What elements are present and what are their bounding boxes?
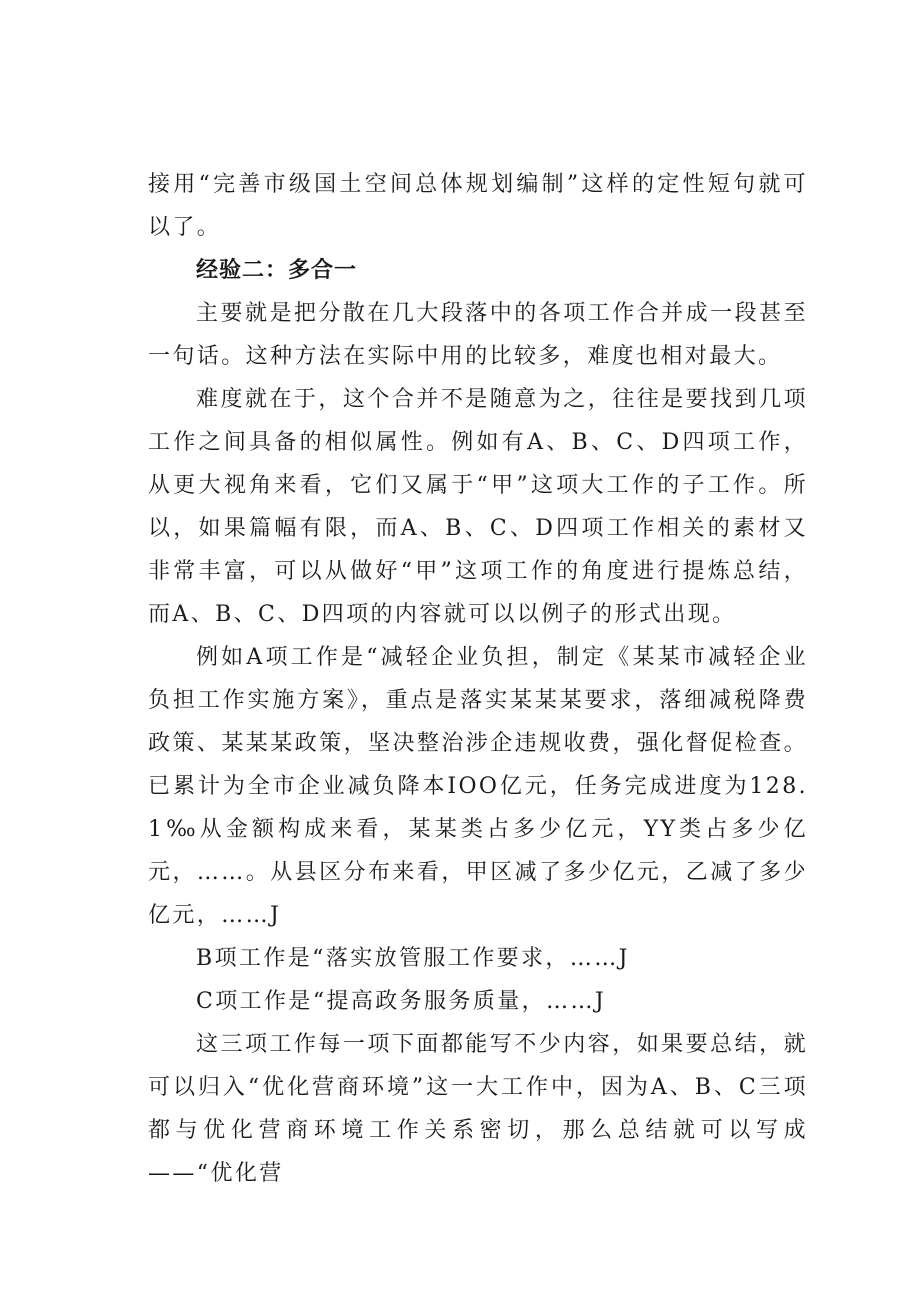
paragraph-conclusion: 这三项工作每一项下面都能写不少内容，如果要总结，就可以归入“优化营商环境”这一大工作中，因为A、B、C三项都与优化营商环境工作关系密切，那么总结就可以写成——“优化营 [148,1032,808,1186]
document-body [148,163,808,1195]
paragraph-example-c: C项工作是“提高政务服务质量，……J [196,989,607,1014]
paragraph-example-a: 例如A项工作是“减轻企业负担，制定《某某市减轻企业负担工作实施方案》，重点是落实某某某要求，落细减税降费政策、某某某政策，坚决整治涉企违规收费，强化督促检查。已累计为全市企业减负降本IOO亿元，任务完成进度为128.1‰从金额构成来看，某某类占多少亿元，YY类占多少亿元，……。从县区分布来看，甲区减了多少亿元，乙减了多少亿元，……J [148,645,808,928]
paragraph-summary: 主要就是把分散在几大段落中的各项工作合并成一段甚至一句话。这种方法在实际中用的比较多，难度也相对最大。 [148,301,808,369]
section-heading: 经验二：多合一 [196,258,358,283]
paragraph-difficulty: 难度就在于，这个合并不是随意为之，往往是要找到几项工作之间具备的相似属性。例如有A、B、C、D四项工作，从更大视角来看，它们又属于“甲”这项大工作的子工作。所以，如果篇幅有限，而A、B、C、D四项工作相关的素材又非常丰富，可以从做好“甲”这项工作的角度进行提炼总结，而A、B、C、D四项的内容就可以以例子的形式出现。 [148,387,808,627]
paragraph-continuation: 接用“完善市级国土空间总体规划编制”这样的定性短句就可以了。 [148,172,808,240]
paragraph-example-b: B项工作是“落实放管服工作要求，……J [196,946,630,971]
